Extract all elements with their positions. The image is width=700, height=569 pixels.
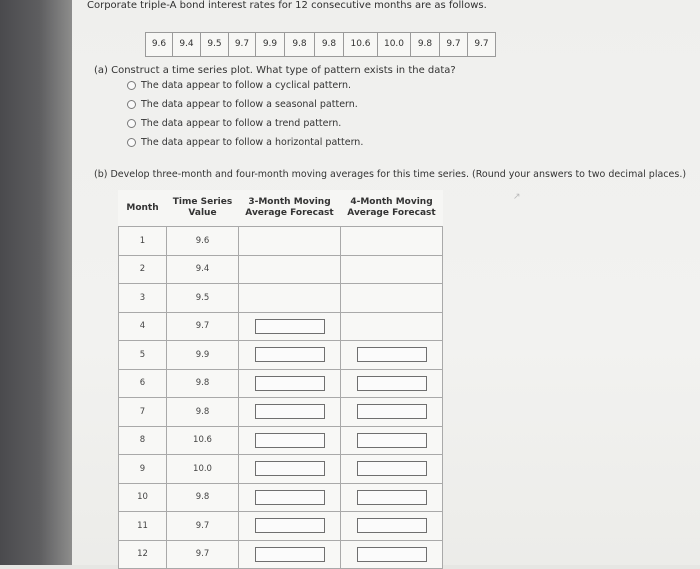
radio-icon[interactable] xyxy=(127,100,136,109)
series-value-cell: 9.8 xyxy=(411,33,440,56)
intro-text: Corporate triple-A bond interest rates for 12 consecutive months are as follows. xyxy=(87,0,487,11)
series-value-cell: 9.7 xyxy=(474,39,489,49)
option-label: The data appear to follow a seasonal pattern. xyxy=(141,99,358,110)
option-trend[interactable] xyxy=(127,118,341,129)
part-a-question: (a) Construct a time series plot. What type of pattern exists in the data? xyxy=(94,65,456,76)
value-cell: 9.7 xyxy=(167,540,239,569)
value-cell: 9.8 xyxy=(167,369,239,398)
radio-icon[interactable] xyxy=(127,119,136,128)
month-cell: 1 xyxy=(119,227,167,256)
ma4-answer-input[interactable] xyxy=(357,433,427,448)
ma3-answer-input[interactable] xyxy=(255,461,325,476)
header-value: Time Series Value xyxy=(172,197,233,218)
table-row xyxy=(119,426,443,455)
month-cell: 7 xyxy=(119,398,167,427)
ma3-cell xyxy=(239,512,341,541)
option-label: The data appear to follow a trend pattern. xyxy=(141,118,342,129)
table-row xyxy=(119,369,443,398)
ma3-cell xyxy=(239,255,341,284)
ma3-answer-input[interactable] xyxy=(255,433,325,448)
ma4-answer-input[interactable] xyxy=(357,347,427,362)
month-cell: 9 xyxy=(119,455,167,484)
part-b-question: (b) Develop three-month and four-month moving averages for this time series. (Round your answers to two decimal places.) xyxy=(94,169,687,180)
ma3-cell xyxy=(239,540,341,569)
series-value-cell: 9.6 xyxy=(146,33,173,56)
ma3-cell xyxy=(239,483,341,512)
series-value-cell: 9.7 xyxy=(440,33,468,56)
table-row xyxy=(119,341,443,370)
month-cell: 12 xyxy=(119,540,167,569)
ma4-cell xyxy=(341,255,443,284)
ma3-cell xyxy=(239,369,341,398)
ma4-cell xyxy=(341,341,443,370)
option-seasonal[interactable] xyxy=(127,99,358,110)
value-cell: 10.0 xyxy=(167,455,239,484)
ma3-answer-input[interactable] xyxy=(255,404,325,419)
value-cell: 9.6 xyxy=(167,227,239,256)
header-month: Month xyxy=(126,202,159,213)
ma3-cell xyxy=(239,398,341,427)
option-label: The data appear to follow a horizontal pattern. xyxy=(141,137,364,148)
ma4-cell xyxy=(341,455,443,484)
month-cell: 8 xyxy=(119,426,167,455)
ma3-cell xyxy=(239,455,341,484)
month-cell: 4 xyxy=(119,312,167,341)
value-cell: 9.7 xyxy=(167,312,239,341)
ma3-cell xyxy=(239,227,341,256)
table-row xyxy=(119,255,443,284)
series-value-cell: 9.7 xyxy=(229,33,256,56)
ma4-answer-input[interactable] xyxy=(357,518,427,533)
month-cell: 11 xyxy=(119,512,167,541)
value-cell: 9.9 xyxy=(167,341,239,370)
cursor-icon: ↗ xyxy=(513,192,521,202)
ma3-answer-input[interactable] xyxy=(255,518,325,533)
ma3-cell xyxy=(239,312,341,341)
value-cell: 9.4 xyxy=(167,255,239,284)
ma4-cell xyxy=(341,227,443,256)
ma4-cell xyxy=(341,369,443,398)
ma3-answer-input[interactable] xyxy=(255,547,325,562)
table-row xyxy=(119,284,443,313)
month-cell: 10 xyxy=(119,483,167,512)
ma3-cell xyxy=(239,426,341,455)
ma4-cell xyxy=(341,540,443,569)
table-row xyxy=(119,483,443,512)
value-cell: 9.7 xyxy=(167,512,239,541)
value-cell: 9.8 xyxy=(167,483,239,512)
series-value-cell: 9.8 xyxy=(285,33,315,56)
ma4-cell xyxy=(341,284,443,313)
value-cell: 10.6 xyxy=(167,426,239,455)
left-dark-edge xyxy=(0,0,72,565)
series-value-cell: 9.5 xyxy=(201,33,229,56)
ma4-cell xyxy=(341,483,443,512)
month-cell: 5 xyxy=(119,341,167,370)
month-cell: 3 xyxy=(119,284,167,313)
table-row xyxy=(119,398,443,427)
series-value-cell: 9.8 xyxy=(315,33,344,56)
table-row xyxy=(119,312,443,341)
table-row xyxy=(119,540,443,569)
series-data-strip xyxy=(145,32,496,57)
value-cell: 9.5 xyxy=(167,284,239,313)
table-row xyxy=(119,455,443,484)
table-row xyxy=(119,227,443,256)
ma4-cell xyxy=(341,512,443,541)
ma3-cell xyxy=(239,284,341,313)
option-cyclical[interactable] xyxy=(127,80,351,91)
ma4-cell xyxy=(341,398,443,427)
series-value-cell: 10.0 xyxy=(378,33,411,56)
option-label: The data appear to follow a cyclical pattern. xyxy=(141,80,351,91)
value-cell: 9.8 xyxy=(167,398,239,427)
ma3-answer-input[interactable] xyxy=(255,319,325,334)
ma4-cell xyxy=(341,312,443,341)
radio-icon[interactable] xyxy=(127,81,136,90)
ma3-answer-input[interactable] xyxy=(255,376,325,391)
ma4-answer-input[interactable] xyxy=(357,376,427,391)
option-horizontal[interactable] xyxy=(127,137,363,148)
header-4-month-ma: 4-Month Moving Average Forecast xyxy=(347,197,436,218)
month-cell: 6 xyxy=(119,369,167,398)
ma4-answer-input[interactable] xyxy=(357,461,427,476)
ma3-answer-input[interactable] xyxy=(255,490,325,505)
moving-average-table xyxy=(118,190,443,569)
ma4-answer-input[interactable] xyxy=(357,404,427,419)
radio-icon[interactable] xyxy=(127,138,136,147)
ma4-cell xyxy=(341,426,443,455)
series-value-cell: 9.9 xyxy=(256,33,285,56)
ma3-cell xyxy=(239,341,341,370)
series-value-cell: 10.6 xyxy=(344,33,378,56)
series-value-cell: 9.4 xyxy=(173,33,201,56)
header-3-month-ma: 3-Month Moving Average Forecast xyxy=(245,197,334,218)
ma4-answer-input[interactable] xyxy=(357,490,427,505)
ma4-answer-input[interactable] xyxy=(357,547,427,562)
table-row xyxy=(119,512,443,541)
month-cell: 2 xyxy=(119,255,167,284)
ma3-answer-input[interactable] xyxy=(255,347,325,362)
